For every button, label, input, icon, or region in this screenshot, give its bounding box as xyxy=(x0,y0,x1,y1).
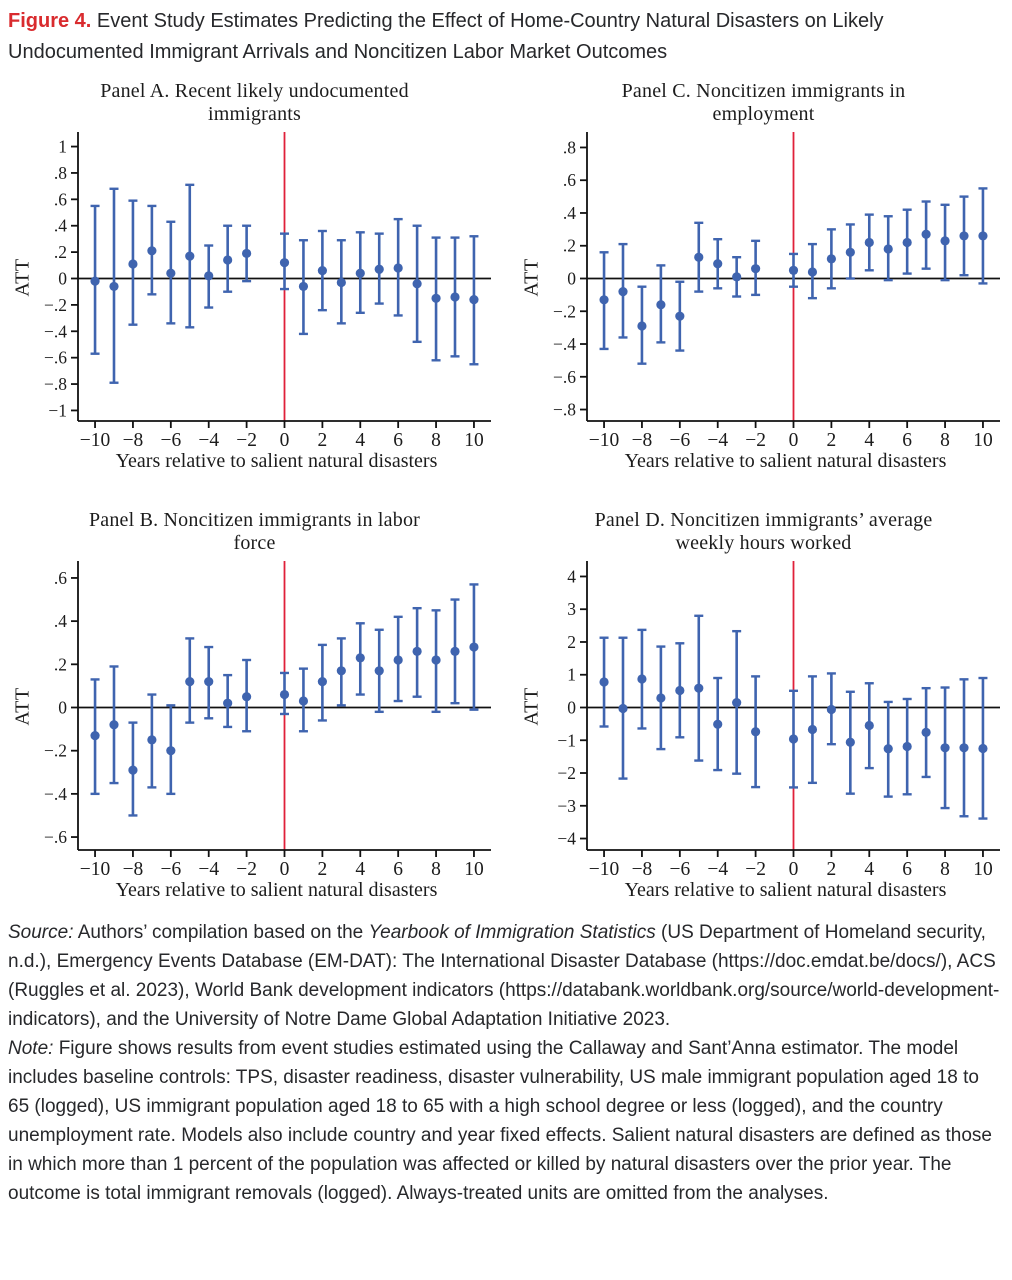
point-estimate xyxy=(280,690,289,699)
panel-b-plot xyxy=(34,559,497,879)
point-estimate xyxy=(431,294,440,303)
y-tick-label: −3 xyxy=(557,795,576,816)
point-estimate xyxy=(959,231,968,240)
x-tick-label: −6 xyxy=(669,859,691,879)
point-estimate xyxy=(375,265,384,274)
y-tick-label: −.4 xyxy=(553,334,576,355)
panel-c xyxy=(521,80,1006,473)
x-tick-label: −2 xyxy=(236,430,257,450)
point-estimate xyxy=(694,684,703,693)
point-estimate xyxy=(280,258,289,267)
x-tick-label: 10 xyxy=(464,430,484,450)
point-estimate xyxy=(147,246,156,255)
x-tick-label: 4 xyxy=(355,430,366,450)
charts-grid xyxy=(8,80,1004,902)
panel-b-title: Panel B. Noncitizen immigrants in labor force xyxy=(88,509,421,554)
y-tick-label: .6 xyxy=(562,170,576,191)
point-estimate xyxy=(599,295,608,304)
x-tick-label: 10 xyxy=(973,859,993,879)
y-tick-label: −.2 xyxy=(553,301,576,322)
y-tick-label: .8 xyxy=(562,137,576,158)
point-estimate xyxy=(128,259,137,268)
x-tick-label: −8 xyxy=(122,430,144,450)
x-tick-label: −10 xyxy=(79,430,111,450)
y-tick-label: −2 xyxy=(557,763,576,784)
panel-b-y-axis-title: ATT xyxy=(11,686,34,726)
point-estimate xyxy=(884,244,893,253)
panel-a-x-axis-title: Years relative to salient natural disasters xyxy=(115,450,438,472)
point-estimate xyxy=(337,278,346,287)
point-estimate xyxy=(223,699,232,708)
x-tick-label: 8 xyxy=(940,430,950,450)
point-estimate xyxy=(637,674,646,683)
point-estimate xyxy=(808,267,817,276)
y-tick-label: −.6 xyxy=(553,366,576,387)
source-note: Source: Authors’ compilation based on the Yearbook of Immigration Statistics (US Department of Homeland security, n.d.), Emergency Events Database (EM-DAT): The International Disaster Database (https://doc.emdat.be/docs/), ACS (Ruggles et al. 2023), World Bank development indicators (https://databank.worldbank.org/source/world-development-indicators), and the University of Notre Dame Global Adaptation Initiative 2023. xyxy=(8,922,1000,1030)
y-tick-label: 0 xyxy=(567,268,576,289)
x-tick-label: 6 xyxy=(393,430,404,450)
point-estimate xyxy=(637,321,646,330)
point-estimate xyxy=(147,735,156,744)
y-tick-label: 2 xyxy=(567,631,576,652)
point-estimate xyxy=(318,266,327,275)
point-estimate xyxy=(732,272,741,281)
point-estimate xyxy=(431,655,440,664)
point-estimate xyxy=(469,642,478,651)
y-tick-label: −.4 xyxy=(44,783,67,804)
point-estimate xyxy=(922,728,931,737)
x-tick-label: 2 xyxy=(826,859,837,879)
y-tick-label: .2 xyxy=(53,242,67,263)
x-tick-label: 4 xyxy=(355,859,366,879)
panel-d-plot xyxy=(543,559,1006,879)
x-tick-label: −10 xyxy=(588,430,620,450)
panel-d xyxy=(521,497,1006,902)
x-tick-label: 8 xyxy=(431,430,441,450)
point-estimate xyxy=(394,263,403,272)
x-tick-label: −8 xyxy=(631,430,653,450)
point-estimate xyxy=(356,653,365,662)
y-tick-label: −1 xyxy=(48,400,67,421)
x-tick-label: −4 xyxy=(707,859,729,879)
x-tick-label: 2 xyxy=(317,430,328,450)
point-estimate xyxy=(356,269,365,278)
panel-b xyxy=(12,497,497,902)
x-tick-label: −10 xyxy=(588,859,620,879)
x-tick-label: 8 xyxy=(431,859,441,879)
x-tick-label: 6 xyxy=(393,859,404,879)
point-estimate xyxy=(394,655,403,664)
y-tick-label: −.8 xyxy=(44,374,67,395)
point-estimate xyxy=(656,300,665,309)
y-tick-label: −1 xyxy=(557,730,576,751)
point-estimate xyxy=(884,744,893,753)
point-estimate xyxy=(827,254,836,263)
x-tick-label: 10 xyxy=(464,859,484,879)
point-estimate xyxy=(337,666,346,675)
point-estimate xyxy=(185,251,194,260)
x-tick-label: −2 xyxy=(236,859,257,879)
point-estimate xyxy=(90,731,99,740)
panel-a-plot xyxy=(34,130,497,450)
x-tick-label: 0 xyxy=(788,859,799,879)
y-tick-label: −4 xyxy=(557,828,576,849)
y-tick-label: −.4 xyxy=(44,321,67,342)
point-estimate xyxy=(166,269,175,278)
point-estimate xyxy=(978,231,987,240)
point-estimate xyxy=(865,721,874,730)
point-estimate xyxy=(299,696,308,705)
panel-c-plot xyxy=(543,130,1006,450)
y-tick-label: .4 xyxy=(53,215,67,236)
x-tick-label: 0 xyxy=(788,430,799,450)
panel-d-y-axis-title: ATT xyxy=(520,686,543,726)
y-tick-label: 0 xyxy=(58,268,67,289)
y-tick-label: −.2 xyxy=(44,294,67,315)
point-estimate xyxy=(204,677,213,686)
x-tick-label: 2 xyxy=(826,430,837,450)
point-estimate xyxy=(827,705,836,714)
y-tick-label: −.6 xyxy=(44,827,67,848)
x-tick-label: 4 xyxy=(864,859,875,879)
point-estimate xyxy=(618,287,627,296)
figure-number-label: Figure 4. xyxy=(8,10,92,32)
point-estimate xyxy=(846,738,855,747)
x-tick-label: −10 xyxy=(79,859,111,879)
point-estimate xyxy=(242,692,251,701)
point-estimate xyxy=(599,677,608,686)
point-estimate xyxy=(903,742,912,751)
point-estimate xyxy=(469,295,478,304)
point-estimate xyxy=(789,734,798,743)
x-tick-label: −4 xyxy=(198,430,220,450)
panel-b-x-axis-title: Years relative to salient natural disasters xyxy=(115,879,438,901)
point-estimate xyxy=(732,698,741,707)
y-tick-label: −.8 xyxy=(553,399,576,420)
point-estimate xyxy=(109,282,118,291)
point-estimate xyxy=(128,766,137,775)
y-tick-label: 0 xyxy=(567,697,576,718)
y-tick-label: .6 xyxy=(53,189,67,210)
point-estimate xyxy=(675,312,684,321)
point-estimate xyxy=(413,279,422,288)
x-tick-label: 4 xyxy=(864,430,875,450)
y-tick-label: 4 xyxy=(567,566,576,587)
x-tick-label: 0 xyxy=(279,859,290,879)
x-tick-label: 10 xyxy=(973,430,993,450)
point-estimate xyxy=(656,693,665,702)
point-estimate xyxy=(751,727,760,736)
point-estimate xyxy=(223,255,232,264)
point-estimate xyxy=(713,259,722,268)
panel-d-x-axis-title: Years relative to salient natural disasters xyxy=(624,879,947,901)
x-tick-label: −2 xyxy=(745,430,766,450)
x-tick-label: −4 xyxy=(198,859,220,879)
y-tick-label: .2 xyxy=(53,654,67,675)
figure-title-text: Event Study Estimates Predicting the Effect of Home-Country Natural Disasters on Likely Undocumented Immigrant Arrivals and Noncitizen Labor Market Outcomes xyxy=(8,10,884,63)
point-estimate xyxy=(618,704,627,713)
point-estimate xyxy=(204,271,213,280)
point-estimate xyxy=(922,230,931,239)
point-estimate xyxy=(808,725,817,734)
y-tick-label: .4 xyxy=(53,611,67,632)
x-tick-label: 2 xyxy=(317,859,328,879)
y-tick-label: 1 xyxy=(567,664,576,685)
figure-notes xyxy=(8,918,1004,1208)
point-estimate xyxy=(450,292,459,301)
point-estimate xyxy=(903,238,912,247)
x-tick-label: −6 xyxy=(669,430,691,450)
y-tick-label: −.2 xyxy=(44,740,67,761)
point-estimate xyxy=(940,743,949,752)
point-estimate xyxy=(846,248,855,257)
point-estimate xyxy=(90,277,99,286)
x-tick-label: −6 xyxy=(160,859,182,879)
x-tick-label: −8 xyxy=(631,859,653,879)
x-tick-label: −4 xyxy=(707,430,729,450)
y-tick-label: .4 xyxy=(562,202,576,223)
point-estimate xyxy=(675,686,684,695)
x-tick-label: 8 xyxy=(940,859,950,879)
point-estimate xyxy=(713,720,722,729)
point-estimate xyxy=(978,744,987,753)
point-estimate xyxy=(450,647,459,656)
y-tick-label: 3 xyxy=(567,599,576,620)
x-tick-label: 6 xyxy=(902,859,913,879)
x-tick-label: 0 xyxy=(279,430,290,450)
y-tick-label: .2 xyxy=(562,235,576,256)
y-tick-label: .6 xyxy=(53,567,67,588)
x-tick-label: −6 xyxy=(160,430,182,450)
point-estimate xyxy=(865,238,874,247)
point-estimate xyxy=(109,720,118,729)
panel-a-y-axis-title: ATT xyxy=(11,257,34,297)
point-estimate xyxy=(789,266,798,275)
panel-c-y-axis-title: ATT xyxy=(520,257,543,297)
x-tick-label: 6 xyxy=(902,430,913,450)
point-estimate xyxy=(166,746,175,755)
x-tick-label: −2 xyxy=(745,859,766,879)
panel-a xyxy=(12,80,497,473)
y-tick-label: 0 xyxy=(58,697,67,718)
panel-c-x-axis-title: Years relative to salient natural disasters xyxy=(624,450,947,472)
point-estimate xyxy=(375,666,384,675)
point-estimate xyxy=(694,253,703,262)
y-tick-label: .8 xyxy=(53,162,67,183)
panel-a-title: Panel A. Recent likely undocumented immigrants xyxy=(100,80,409,125)
figure-caption xyxy=(8,6,1004,68)
point-estimate xyxy=(959,743,968,752)
point-estimate xyxy=(185,677,194,686)
y-tick-label: −.6 xyxy=(44,347,67,368)
methods-note: Note: Figure shows results from event studies estimated using the Callaway and Sant’Anna estimator. The model includes baseline controls: TPS, disaster readiness, disaster vulnerability, US male immigrant population aged 18 to 65 (logged), US immigrant population aged 18 to 65 with a high school degree or less (logged), and the country unemployment rate. Models also include country and year fixed effects. Salient natural disasters are defined as those in which more than 1 percent of the population was affected or killed by natural disasters over the prior year. The outcome is total immigrant removals (logged). Always-treated units are omitted from the analyses. xyxy=(8,1038,992,1204)
point-estimate xyxy=(751,264,760,273)
point-estimate xyxy=(318,677,327,686)
point-estimate xyxy=(299,282,308,291)
panel-d-title: Panel D. Noncitizen immigrants’ average weekly hours worked xyxy=(594,509,933,554)
point-estimate xyxy=(242,249,251,258)
point-estimate xyxy=(940,236,949,245)
y-tick-label: 1 xyxy=(58,136,67,157)
panel-c-title: Panel C. Noncitizen immigrants in employment xyxy=(621,80,906,125)
point-estimate xyxy=(413,647,422,656)
x-tick-label: −8 xyxy=(122,859,144,879)
